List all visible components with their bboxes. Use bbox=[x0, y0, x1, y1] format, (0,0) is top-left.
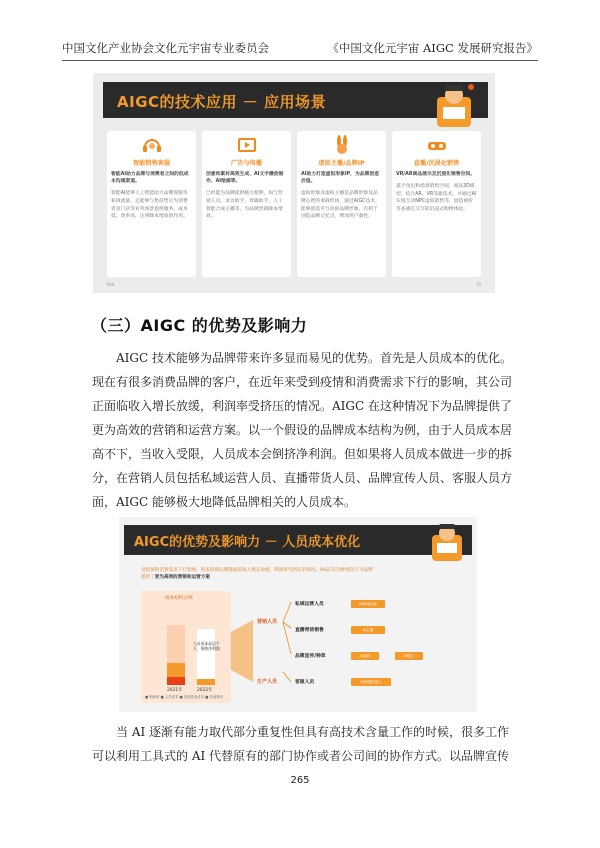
body-paragraph-1 bbox=[92, 346, 512, 514]
role-brand-promotion: 品牌宣传/种草 bbox=[295, 654, 326, 659]
paragraph-line: 正面临收入增长放缓，利润率受挤压的情况。AIGC 在这种情况下为品牌提供了 bbox=[92, 399, 512, 413]
bar-2021-labor bbox=[167, 663, 185, 677]
slide-title-band bbox=[124, 525, 472, 555]
bar-2022-labor bbox=[197, 679, 215, 685]
slide-footer-left: Pad bbox=[107, 282, 115, 287]
body-paragraph-2 bbox=[92, 720, 512, 768]
card-summary: 智能AI助力品牌与消费者之间的低成本沟通渠道。 bbox=[111, 172, 189, 185]
bar-2021-profit bbox=[167, 677, 185, 685]
paragraph-line: 现在有很多消费品牌的客户，在近年来受到疫情和消费需求下行的影响，其公司 bbox=[92, 375, 512, 389]
mascot-icon bbox=[431, 79, 477, 131]
role-private-domain: 私域运营人员 bbox=[295, 602, 324, 607]
page-number: 265 bbox=[290, 775, 310, 786]
video-play-icon bbox=[236, 135, 258, 155]
slide-title: AIGC的技术应用 － 应用场景 bbox=[117, 93, 326, 111]
slide-application-scenarios bbox=[93, 73, 495, 293]
chart-title: 成本结构示例 bbox=[165, 596, 193, 601]
paragraph-line: 面，AIGC 能够极大地降低品牌相关的人员成本。 bbox=[92, 495, 356, 509]
card-title: 广告与传播 bbox=[231, 160, 262, 167]
card-body: 已经能为品牌提供极大便利，如与营销人员、求访助手、剪辑助手、人工智能合成主播等，为品牌营销降本增效。 bbox=[206, 191, 283, 220]
scenario-card-virtual-ip bbox=[297, 131, 386, 277]
card-summary: AI助力打造虚拟形象IP，为品牌创造价值。 bbox=[301, 172, 379, 185]
slide-footer-right: 15 bbox=[475, 282, 481, 287]
card-body: 智能AI能够人工智能助力品牌客服等私域流量，还能够与售前售后为消费者及门店等业务场景提供服务，成本低，效率高，达到降本增效的作用。 bbox=[111, 191, 188, 220]
paragraph-line: 分，在营销人员包括私域运营人员、直播带货人员、品牌宣传人员、客服人员方 bbox=[92, 471, 512, 485]
header-org: 中国文化产业协会文化元宇宙专业委员会 bbox=[62, 41, 269, 55]
bar-2021-other bbox=[167, 625, 185, 663]
paragraph-line: 可以利用工具式的 AI 代替原有的部门协作或者公司间的协作方式。以品牌宣传 bbox=[92, 749, 510, 763]
year-label: 2022年 bbox=[197, 688, 213, 693]
paragraph-line: AIGC 技术能够为品牌带来许多显而易见的优势。首先是人员成本的优化。 bbox=[116, 351, 512, 365]
paragraph-line: 更为高效的营销和运营方案。以一个假设的品牌成本结构为例，由于人员成本居 bbox=[92, 423, 512, 437]
chart-legend: ■ 利润率 ■ 人员成本 ■ 其他营业成本 ■ 其他费用 bbox=[145, 695, 223, 699]
card-title: 直播/沉浸化销售 bbox=[413, 160, 460, 167]
tag-ai-material: AI素材 bbox=[351, 652, 379, 660]
paragraph-line: 当 AI 逐渐有能力取代部分重复性但具有高技术含量工作的时候，很多工作 bbox=[116, 725, 510, 739]
card-summary: VR/AR商品展示及沉浸化销售空间。 bbox=[396, 172, 475, 177]
slide-intro bbox=[141, 567, 373, 581]
card-title: 虚拟主播/品牌IP bbox=[318, 160, 365, 167]
year-label: 2021年 bbox=[167, 688, 183, 693]
scenario-card-immersive-sales bbox=[392, 131, 481, 277]
scenario-card-sales-service bbox=[107, 131, 196, 277]
rabbit-icon bbox=[331, 135, 353, 155]
paragraph-line: 高不下，当收入受限，人员成本会倒挤净利润。但如果将人员成本做进一步的拆 bbox=[92, 447, 512, 461]
bracket-lines bbox=[231, 592, 471, 707]
card-title: 智能销售客服 bbox=[132, 160, 171, 167]
header-rule bbox=[62, 60, 538, 61]
section-heading: （三）AIGC 的优势及影响力 bbox=[91, 316, 308, 335]
group-production: 生产人员 bbox=[257, 679, 278, 685]
intro-text: 受疫情和消费需求下行影响，很多消费品牌都面临收入增长放缓、利润率受挤压的情况，AIGC在这种情况下为品牌提供了 bbox=[141, 568, 373, 580]
bar-2022-other bbox=[197, 629, 215, 679]
headset-icon bbox=[141, 135, 163, 155]
intro-emphasis: 更为高效的营销和运营方案 bbox=[154, 575, 210, 580]
card-body: 基于角色和场景销售空间、商品3D模型、结合AR、VR等新技术，并通过AI实现互动NPC虚拟销售等，创造视听等多感官交互的沉浸式购物体验。 bbox=[396, 184, 477, 212]
slide-title: AIGC的优势及影响力 － 人员成本优化 bbox=[134, 535, 361, 550]
card-summary: 创意和素材高效生成、AI文字播放制作、AI绘画等。 bbox=[206, 172, 284, 185]
tag-ai-graphics: AI图文 bbox=[395, 652, 423, 660]
role-live-commerce: 直播带货销售 bbox=[295, 628, 324, 633]
vr-headset-icon bbox=[426, 135, 448, 155]
tag-ai-private-ops: AI私域运营 bbox=[351, 600, 385, 608]
tag-ai-host: AI主播 bbox=[351, 626, 385, 634]
header-report-title: 《中国文化元宇宙 AIGC 发展研究报告》 bbox=[327, 41, 538, 55]
cost-structure-chart bbox=[141, 591, 231, 703]
card-body: 虚拟形象及虚拟主播是品牌形象及品牌心智的承载形体，通过AIGC技术，能够创造可互动的品牌形象，有利于创造品牌记忆点，增加用户黏性。 bbox=[301, 191, 380, 220]
role-mapping-diagram bbox=[231, 592, 471, 707]
tag-ai-chatbot: AI客服机器人 bbox=[351, 678, 391, 686]
chart-annotation: 人员成本高居不下，倒挤净利润 bbox=[193, 641, 220, 651]
running-header bbox=[62, 40, 538, 58]
role-customer-service: 客服人员 bbox=[295, 680, 315, 685]
group-marketing: 营销人员 bbox=[257, 619, 278, 625]
slide-labor-cost-optimization bbox=[119, 517, 477, 712]
scenario-card-advertising bbox=[202, 131, 291, 277]
mascot-icon bbox=[427, 521, 467, 563]
